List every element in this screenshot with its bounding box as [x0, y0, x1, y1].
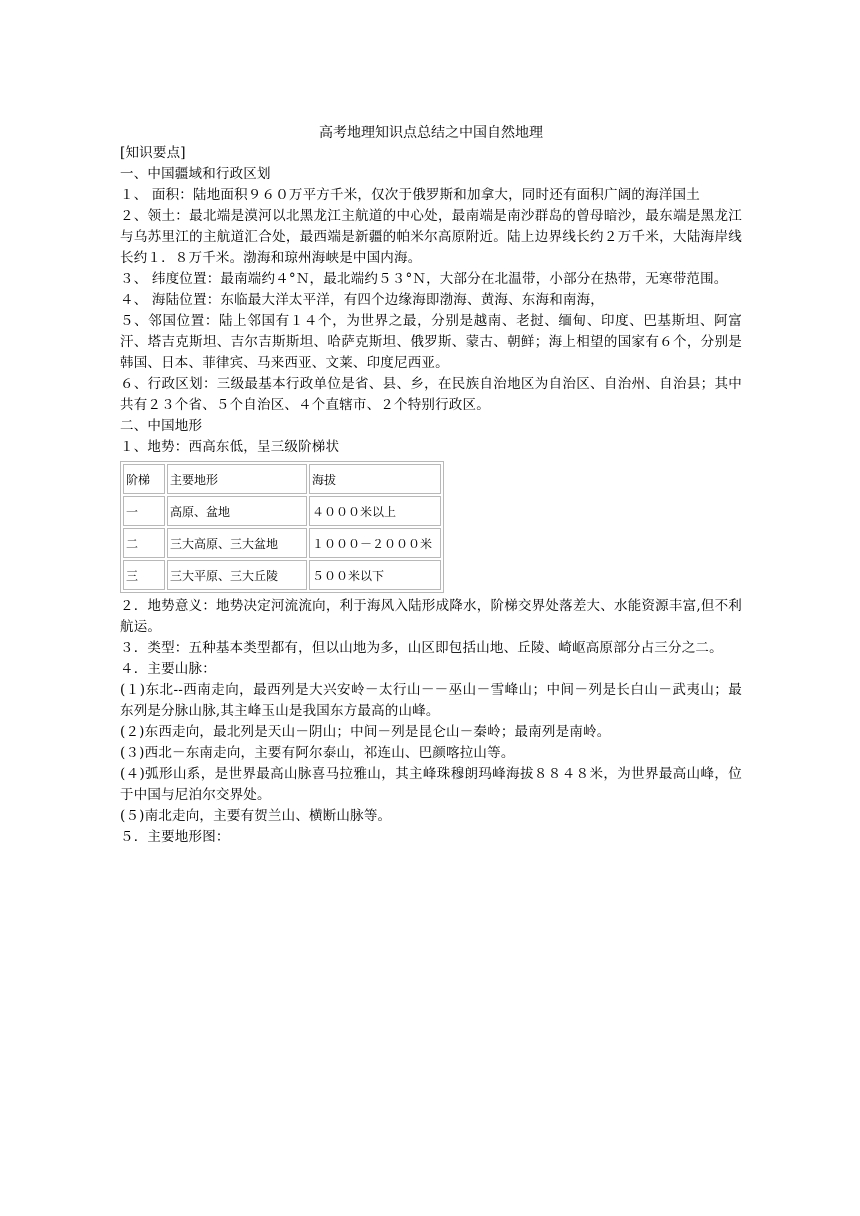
heading-mountains: ４．主要山脉： [120, 661, 216, 677]
table-header-row [123, 464, 441, 494]
table-cell: 三 [123, 560, 165, 590]
paragraph-area: １、 面积：陆地面积９６０万平方千米，仅次于俄罗斯和加拿大，同时还有面积广阔的海洋国土 [120, 187, 700, 203]
paragraph-e-w-mountains: (２)东西走向，最北列是天山－阴山；中间－列是昆仑山－秦岭；最南列是南岭。 [120, 724, 611, 740]
paragraph-landform-types: ３．类型：五种基本类型都有，但以山地为多，山区即包括山地、丘陵、崎岖高原部分占三分之二。 [120, 640, 723, 656]
paragraph-sea-land: ４、 海陆位置：东临最大洋太平洋，有四个边缘海即渤海、黄海、东海和南海， [120, 292, 604, 308]
heading-terrain: 二、中国地形 [120, 418, 203, 434]
table-cell: 三大高原、三大盆地 [167, 528, 307, 558]
table-header-cell: 海拔 [309, 464, 441, 494]
document-page [120, 123, 742, 848]
table-header-cell: 阶梯 [123, 464, 165, 494]
table-cell: 三大平原、三大丘陵 [167, 560, 307, 590]
table-cell: ５００米以下 [309, 560, 441, 590]
paragraph-arc-mountains: (４)弧形山系，是世界最高山脉喜马拉雅山，其主峰珠穆朗玛峰海拔８８４８米，为世界最高山峰，位于中国与尼泊尔交界处。 [120, 766, 742, 803]
paragraph-latitude: ３、 纬度位置：最南端约４°Ｎ，最北端约５３°Ｎ，大部分在北温带，小部分在热带，无寒带范围。 [120, 271, 728, 287]
table-row [123, 560, 441, 590]
table-row [123, 496, 441, 526]
paragraph-administration: ６、行政区划：三级最基本行政单位是省、县、乡，在民族自治地区为自治区、自治州、自治县；其中共有２３个省、５个自治区、４个直辖市、２个特别行政区。 [120, 376, 742, 413]
heading-territory: 一、中国疆域和行政区划 [120, 166, 271, 182]
paragraph-relief: １、地势：西高东低，呈三级阶梯状 [120, 439, 340, 455]
table-cell: 二 [123, 528, 165, 558]
terrain-steps-table [120, 461, 444, 593]
paragraph-neighbors: ５、邻国位置：陆上邻国有１４个，为世界之最，分别是越南、老挝、缅甸、印度、巴基斯坦、阿富汗、塔吉克斯坦、吉尔吉斯斯坦、哈萨克斯坦、俄罗斯、蒙古、朝鲜；海上相望的国家有６个，分别是韩国、日本、菲律宾、马来西亚、文莱、印度尼西亚。 [120, 313, 742, 371]
paragraph-territory: ２、领土：最北端是漠河以北黑龙江主航道的中心处，最南端是南沙群岛的曾母暗沙，最东端是黑龙江与乌苏里江的主航道汇合处，最西端是新疆的帕米尔高原附近。陆上边界线长约２万千米，大陆海岸线长约１．８万千米。渤海和琼州海峡是中国内海。 [120, 208, 742, 266]
paragraph-nw-se-mountains: (３)西北－东南走向，主要有阿尔泰山，祁连山、巴颜喀拉山等。 [120, 745, 515, 761]
table-cell: 高原、盆地 [167, 496, 307, 526]
table-row [123, 528, 441, 558]
table-cell: ４０００米以上 [309, 496, 441, 526]
paragraph-n-s-mountains: (５)南北走向，主要有贺兰山、横断山脉等。 [120, 808, 392, 824]
document-title: 高考地理知识点总结之中国自然地理 [319, 125, 543, 141]
paragraph-relief-significance: ２．地势意义：地势决定河流流向，利于海风入陆形成降水，阶梯交界处落差大、水能资源丰富,但不利航运。 [120, 598, 742, 635]
heading-terrain-map: ５．主要地形图： [120, 829, 230, 845]
paragraph-ne-sw-mountains: (１)东北--西南走向，最西列是大兴安岭－太行山－－巫山－雪峰山；中间－列是长白山－武夷山；最东列是分脉山脉,其主峰玉山是我国东方最高的山峰。 [120, 682, 742, 719]
table-cell: 一 [123, 496, 165, 526]
section-knowledge-points: [知识要点] [120, 145, 186, 161]
table-cell: １０００－２０００米 [309, 528, 441, 558]
table-header-cell: 主要地形 [167, 464, 307, 494]
